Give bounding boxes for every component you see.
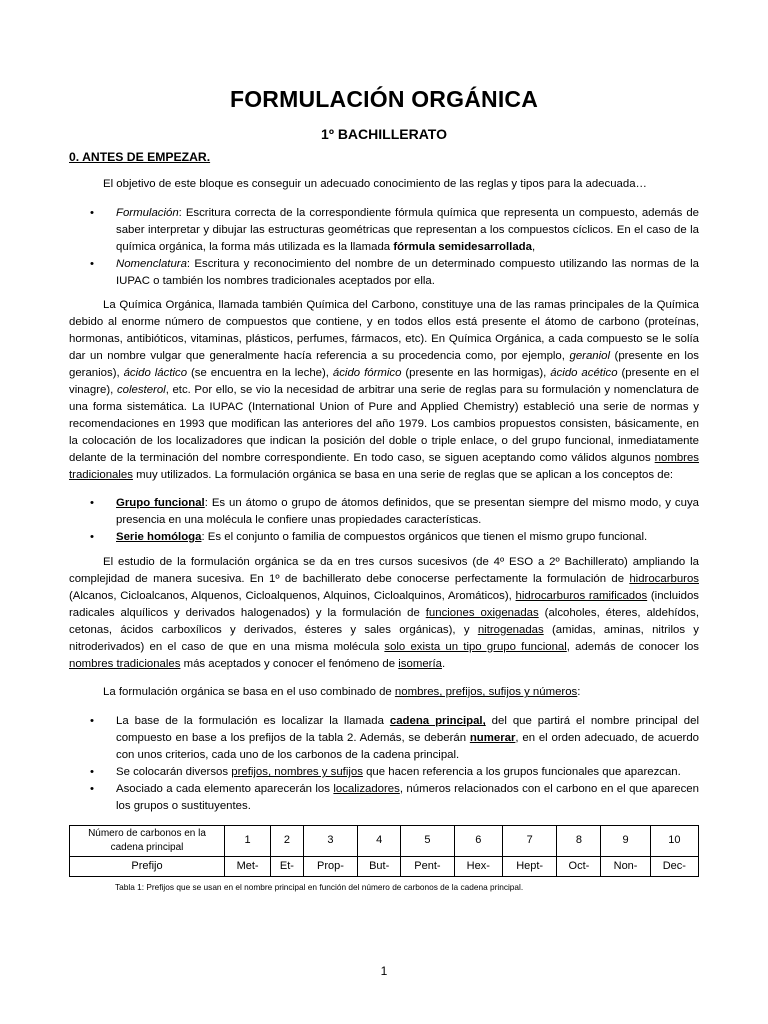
list-item-localizadores: • Asociado a cada elemento aparecerán los localizadores, números relacionados con el carbono en el que aparecen los grupos o sustituyentes.	[69, 781, 699, 815]
paragraph-quimica-organica: La Química Orgánica, llamada también Química del Carbono, constituye una de las ramas principales de la Química debido al enorme número de compuestos que contiene, y en todos ellos está presente el átomo de carbono (proteínas, hormonas, antibióticos, vitaminas, plásticos, perfumes, fármacos, etc). En Química Orgánica, a cada compuesto se le solía dar un nombre vulgar que generalmente hacía referencia a su procedencia como, por ejemplo, geraniol (presente en los geranios), ácido láctico (se encuentra en la leche), ácido fórmico (presente en las hormigas), ácido acético (presente en el vinagre), colesterol, etc. Por ello, se vio la necesidad de arbitrar una serie de reglas para su formulación y nomenclatura de una forma sistemática. La IUPAC (International Union of Pure and Applied Chemistry) estableció una serie de normas y recomendaciones en 1993 que modifican las anteriores del año 1979. Los cambios propuestos consisten, básicamente, en la colocación de los localizadores que indican la posición del doble o triple enlace, o del grupo funcional, inmediatamente delante de la terminación del nombre correspondiente. En todo caso, se siguen aceptando como válidos algunos nombres tradicionales muy utilizados. La formulación orgánica se basa en una serie de reglas que se aplican a los conceptos de:	[69, 299, 700, 481]
table-cell: But-	[358, 856, 401, 876]
list-item-nomenclatura: • Nomenclatura: Escritura y reconocimiento del nombre de un determinado compuesto utilizando las normas de la IUPAC o también los nombres tradicionales aceptados por ella.	[69, 256, 699, 290]
list-item-cadena-principal: • La base de la formulación es localizar la llamada cadena principal, del que partirá el nombre principal del compuesto en base a los prefijos de la tabla 2. Además, se deberán numerar, en el orden adecuado, de acuerdo con unos criterios, cada uno de los carbonos de la cadena principal.	[69, 713, 699, 764]
term-formula-semidesarrollada: fórmula semidesarrollada	[393, 240, 532, 253]
table-cell: 10	[650, 825, 698, 856]
page-number: 1	[380, 964, 388, 978]
table-cell: Hept-	[502, 856, 557, 876]
list-item-grupo-funcional: • Grupo funcional: Es un átomo o grupo de átomos definidos, que se presentan siempre del mismo modo, y cuya presencia en una molécula le confiere unas propiedades características.	[69, 495, 699, 529]
table-row-prefixes	[70, 856, 699, 876]
table-cell: 7	[502, 825, 557, 856]
table-cell: Oct-	[557, 856, 601, 876]
prefix-table	[69, 825, 699, 877]
table-cell: 6	[454, 825, 502, 856]
section-heading: 0. ANTES DE EMPEZAR.	[69, 150, 211, 164]
page-subtitle: 1º BACHILLERATO	[321, 126, 447, 142]
table-cell: 2	[271, 825, 304, 856]
concepts-list	[69, 495, 699, 546]
table-cell: 5	[401, 825, 454, 856]
table-cell: Et-	[271, 856, 304, 876]
table-cell: Non-	[601, 856, 650, 876]
list-item-serie-homologa: • Serie homóloga: Es el conjunto o familia de compuestos orgánicos que tienen el mismo grupo funcional.	[69, 529, 699, 546]
table-header-carbons: Número de carbonos en la cadena principal	[70, 825, 225, 856]
table-cell: 1	[225, 825, 271, 856]
table-cell: Hex-	[454, 856, 502, 876]
table-cell: Met-	[225, 856, 271, 876]
list-item-formulacion: • Formulación: Escritura correcta de la correspondiente fórmula química que representa un compuesto, además de saber interpretar y dibujar las estructuras geométricas que representan a los compuestos cíclicos. En el caso de la química orgánica, la forma más utilizada es la llamada fórmula semidesarrollada,	[69, 205, 699, 256]
table-cell: Pent-	[401, 856, 454, 876]
table-cell: 9	[601, 825, 650, 856]
paragraph-base: La formulación orgánica se basa en el uso combinado de nombres, prefijos, sufijos y números:	[103, 686, 581, 699]
term-nomenclatura: Nomenclatura	[116, 257, 187, 270]
definitions-list	[69, 205, 699, 290]
table-row-numbers	[70, 825, 699, 856]
rules-list	[69, 713, 699, 814]
paragraph-estudio: El estudio de la formulación orgánica se da en tres cursos sucesivos (de 4º ESO a 2º Bachillerato) ampliando la complejidad de manera sucesiva. En 1º de bachillerato debe conocerse perfectamente la formulación de hidrocarburos (Alcanos, Cicloalcanos, Alquenos, Cicloalquenos, Alquinos, Cicloalquinos, Aromáticos), hidrocarburos ramificados (incluidos radicales alquílicos y derivados halogenados) y la formulación de funciones oxigenadas (alcoholes, éteres, aldehídos, cetonas, ácidos carboxílicos y derivados, ésteres y sales orgánicas), y nitrogenadas (amidas, aminas, nitrilos y nitroderivados) en el caso de que en una misma molécula solo exista un tipo grupo funcional, además de conocer los nombres tradicionales más aceptados y conocer el fenómeno de isomería.	[69, 556, 700, 670]
table-cell: Prop-	[303, 856, 358, 876]
page-title: FORMULACIÓN ORGÁNICA	[229, 86, 539, 112]
table-cell: 3	[303, 825, 358, 856]
term-formulacion: Formulación	[116, 206, 179, 219]
table-cell: Dec-	[650, 856, 698, 876]
document-body	[69, 176, 699, 896]
table-caption: Tabla 1: Prefijos que se usan en el nombre principal en función del número de carbonos de la cadena principal.	[115, 881, 524, 892]
table-cell: 8	[557, 825, 601, 856]
list-item-prefijos: • Se colocarán diversos prefijos, nombres y sufijos que hacen referencia a los grupos funcionales que aparezcan.	[69, 764, 699, 781]
intro-paragraph: El objetivo de este bloque es conseguir un adecuado conocimiento de las reglas y tipos para la adecuada…	[103, 178, 647, 190]
table-cell: 4	[358, 825, 401, 856]
table-header-prefijo: Prefijo	[70, 856, 225, 876]
